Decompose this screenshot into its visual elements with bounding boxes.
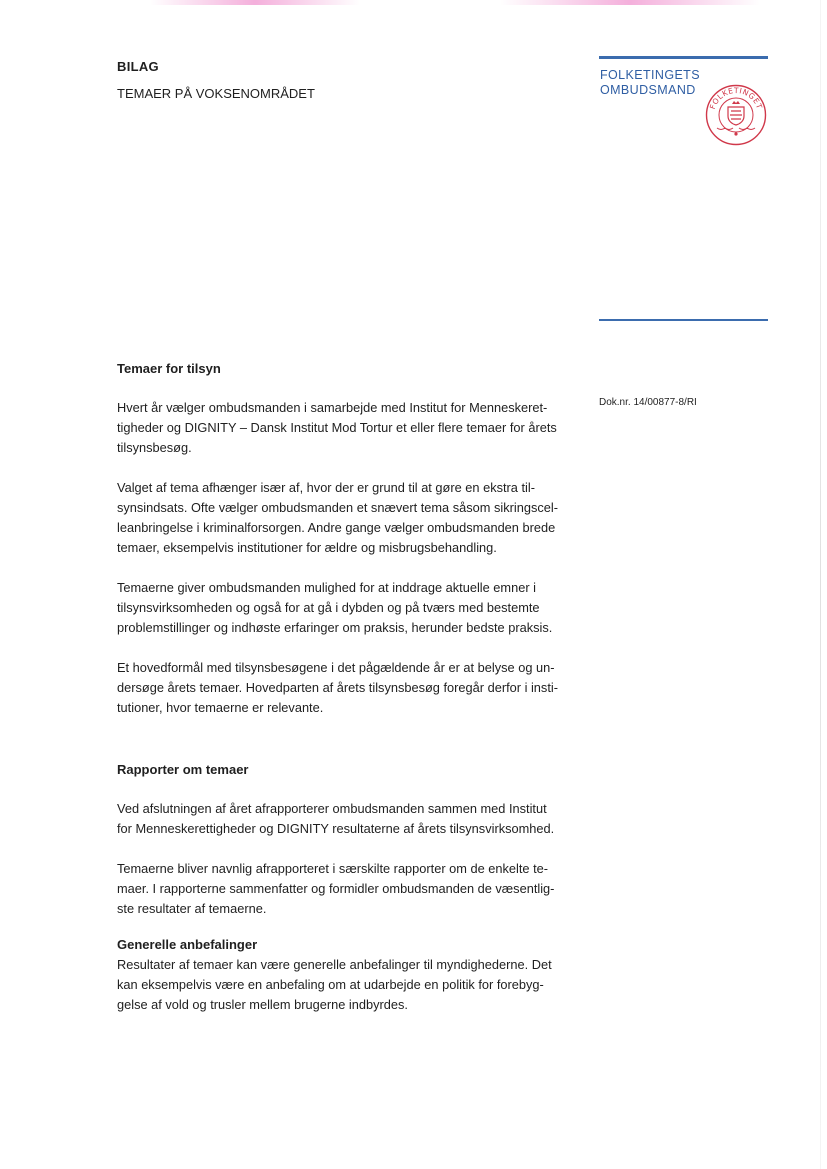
- paragraph-line: Resultater af temaer kan være generelle anbefalinger til myndighederne. Det: [117, 957, 552, 972]
- document-subtitle: TEMAER PÅ VOKSENOMRÅDET: [117, 86, 315, 101]
- paragraph-line: Hvert år vælger ombudsmanden i samarbejde med Institut for Menneskeret-: [117, 400, 548, 415]
- folketinget-seal-icon: [705, 84, 767, 146]
- paragraph-line: for Menneskerettigheder og DIGNITY resultaterne af årets tilsynsvirksomhed.: [117, 821, 555, 836]
- paragraph-line: ste resultater af temaerne.: [117, 901, 267, 916]
- scan-artifact-right: [500, 0, 760, 5]
- organization-name: [600, 68, 700, 98]
- paragraph-line: Ved afslutningen af året afrapporterer ombudsmanden sammen med Institut: [117, 801, 547, 816]
- document-label: BILAG: [117, 59, 159, 74]
- paragraph-line: gelse af vold og trusler mellem brugerne indbyrdes.: [117, 997, 408, 1012]
- paragraph-line: problemstillinger og indhøste erfaringer om praksis, herunder bedste praksis.: [117, 620, 553, 635]
- section-heading-anbefalinger: Generelle anbefalinger: [117, 937, 258, 952]
- paragraph-temaer-4: [117, 658, 572, 718]
- paragraph-line: Temaerne bliver navnlig afrapporteret i særskilte rapporter om de enkelte te-: [117, 861, 549, 876]
- section-heading-rapporter: Rapporter om temaer: [117, 762, 249, 777]
- paragraph-line: Temaerne giver ombudsmanden mulighed for at inddrage aktuelle emner i: [117, 580, 536, 595]
- letterhead-rule-top: [599, 56, 768, 59]
- paragraph-line: tutioner, hvor temaerne er relevante.: [117, 700, 324, 715]
- organization-name-line1: FOLKETINGETS: [600, 68, 700, 82]
- paragraph-line: Et hovedformål med tilsynsbesøgene i det pågældende år er at belyse og un-: [117, 660, 555, 675]
- letterhead-rule-bottom: [599, 319, 768, 321]
- paragraph-rapporter-1: [117, 799, 572, 839]
- paragraph-line: tilsynsbesøg.: [117, 440, 192, 455]
- paragraph-line: leanbringelse i kriminalforsorgen. Andre gange vælger ombudsmanden brede: [117, 520, 556, 535]
- paragraph-temaer-3: [117, 578, 572, 638]
- paragraph-line: temaer, eksempelvis institutioner for ældre og misbrugsbehandling.: [117, 540, 497, 555]
- paragraph-line: synsindsats. Ofte vælger ombudsmanden et snævert tema såsom sikringscel-: [117, 500, 558, 515]
- paragraph-line: tigheder og DIGNITY – Dansk Institut Mod Tortur et eller flere temaer for årets: [117, 420, 557, 435]
- paragraph-line: Valget af tema afhænger især af, hvor der er grund til at gøre en ekstra til-: [117, 480, 535, 495]
- scan-artifact-left: [150, 0, 360, 5]
- svg-text:FOLKETINGET: FOLKETINGET: [707, 85, 765, 111]
- scan-edge-line: [820, 0, 821, 1169]
- paragraph-line: tilsynsvirksomheden og også for at gå i dybden og på tværs med bestemte: [117, 600, 540, 615]
- paragraph-line: dersøge årets temaer. Hovedparten af årets tilsynsbesøg foregår derfor i insti-: [117, 680, 558, 695]
- paragraph-temaer-1: [117, 398, 572, 458]
- document-number: Dok.nr. 14/00877-8/RI: [599, 397, 697, 408]
- paragraph-line: maer. I rapporterne sammenfatter og formidler ombudsmanden de væsentlig-: [117, 881, 555, 896]
- document-body: [117, 359, 572, 1015]
- paragraph-temaer-2: [117, 478, 572, 558]
- section-heading-temaer: Temaer for tilsyn: [117, 361, 221, 376]
- paragraph-rapporter-2: [117, 859, 572, 919]
- organization-name-line2: OMBUDSMAND: [600, 83, 696, 97]
- paragraph-anbefalinger-1: [117, 955, 572, 1015]
- paragraph-line: kan eksempelvis være en anbefaling om at udarbejde en politik for forebyg-: [117, 977, 544, 992]
